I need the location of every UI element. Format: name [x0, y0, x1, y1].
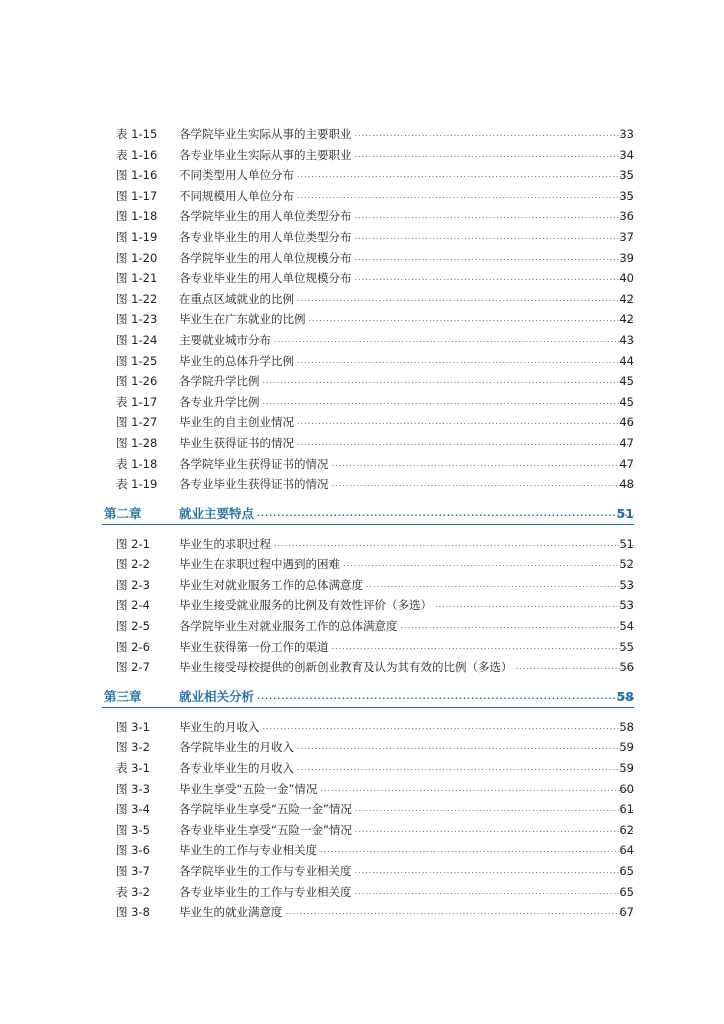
entry-title — [179, 554, 634, 575]
entry-title — [179, 145, 634, 166]
entry-title-text: 各专业毕业生实际从事的主要职业 — [179, 147, 352, 162]
dot-leader — [355, 227, 635, 248]
toc-entry[interactable] — [0, 737, 724, 758]
dot-leader — [332, 637, 635, 658]
entry-title — [179, 840, 634, 861]
entry-label: 图 3-8 — [116, 905, 150, 920]
entry-title-text: 不同规模用人单位分布 — [179, 188, 294, 203]
entry-label: 图 1-25 — [116, 353, 158, 368]
entry-page-number: 34 — [619, 147, 634, 162]
toc-entry[interactable] — [0, 145, 724, 166]
toc-entry[interactable] — [0, 227, 724, 248]
entry-title — [179, 717, 634, 738]
entry-title — [179, 206, 634, 227]
toc-entry[interactable] — [0, 474, 724, 495]
dot-leader — [297, 351, 634, 372]
entry-title-text: 各学院毕业生的用人单位规模分布 — [179, 250, 352, 265]
entry-title-text: 毕业生的工作与专业相关度 — [179, 843, 317, 858]
chapter-title — [179, 503, 634, 524]
entry-title-text: 毕业生对就业服务工作的总体满意度 — [179, 577, 363, 592]
entry-page-number: 58 — [619, 719, 634, 734]
toc-entry[interactable] — [0, 861, 724, 882]
dot-leader — [274, 330, 634, 351]
entry-page-number: 33 — [619, 127, 634, 141]
entry-title-text: 各专业毕业生享受“五险一金”情况 — [179, 822, 352, 837]
entry-label: 图 3-5 — [116, 822, 150, 837]
entry-title-text: 毕业生获得证书的情况 — [179, 435, 294, 450]
chapter-page-number: 51 — [616, 505, 634, 521]
entry-title — [179, 124, 634, 145]
entry-label: 表 1-17 — [116, 394, 158, 409]
entry-label: 图 3-2 — [116, 740, 150, 755]
entry-page-number: 44 — [619, 353, 634, 368]
entry-title-text: 各学院毕业生的用人单位类型分布 — [179, 209, 352, 224]
toc-entry[interactable] — [0, 454, 724, 475]
entry-label: 表 3-1 — [116, 761, 150, 776]
entry-title — [179, 737, 634, 758]
entry-title-text: 主要就业城市分布 — [179, 332, 271, 347]
entry-title — [179, 309, 634, 330]
entry-title — [179, 902, 634, 923]
entry-title-text: 不同类型用人单位分布 — [179, 168, 294, 183]
dot-leader — [286, 902, 635, 923]
dot-leader — [332, 474, 635, 495]
toc-entry[interactable] — [0, 289, 724, 310]
chapter-label: 第三章 — [104, 688, 142, 704]
dot-leader — [297, 165, 634, 186]
entry-title-text: 各专业毕业生的用人单位类型分布 — [179, 229, 352, 244]
entry-page-number: 47 — [619, 456, 634, 471]
entry-title-text: 毕业生获得第一份工作的渠道 — [179, 639, 329, 654]
entry-title — [179, 595, 634, 616]
toc-entry[interactable] — [0, 124, 724, 145]
entry-title — [179, 820, 634, 841]
dot-leader — [355, 820, 634, 841]
toc-entry[interactable] — [0, 392, 724, 413]
toc-entry[interactable] — [0, 840, 724, 861]
dot-leader — [257, 686, 634, 707]
entry-page-number: 67 — [619, 905, 634, 920]
entry-page-number: 62 — [619, 822, 634, 837]
dot-leader — [297, 433, 634, 454]
entry-page-number: 48 — [619, 477, 634, 492]
entry-title-text: 毕业生在广东就业的比例 — [179, 312, 306, 327]
toc-entry[interactable] — [0, 433, 724, 454]
entry-title-text: 毕业生的总体升学比例 — [179, 353, 294, 368]
dot-leader — [516, 657, 635, 678]
entry-title — [179, 186, 634, 207]
toc-entry[interactable] — [0, 330, 724, 351]
toc-entry[interactable] — [0, 575, 724, 596]
dot-leader — [355, 206, 635, 227]
entry-page-number: 56 — [619, 660, 634, 675]
toc-entry[interactable] — [0, 657, 724, 678]
entry-page-number: 37 — [619, 229, 634, 244]
entry-title — [179, 616, 634, 637]
entry-title — [179, 351, 634, 372]
entry-title — [179, 454, 634, 475]
entry-title — [179, 227, 634, 248]
entry-title-text: 各学院毕业生对就业服务工作的总体满意度 — [179, 619, 398, 634]
dot-leader — [366, 575, 634, 596]
entry-label: 图 3-6 — [116, 843, 150, 858]
dot-leader — [309, 309, 635, 330]
dot-leader — [435, 595, 634, 616]
entry-page-number: 42 — [619, 312, 634, 327]
toc-entry[interactable] — [0, 412, 724, 433]
entry-title — [179, 534, 634, 555]
entry-label: 图 2-5 — [116, 619, 150, 634]
chapter-underline — [102, 707, 634, 708]
entry-page-number: 35 — [619, 188, 634, 203]
entry-page-number: 60 — [619, 781, 634, 796]
dot-leader — [355, 799, 634, 820]
entry-title-text: 各学院毕业生享受“五险一金”情况 — [179, 802, 352, 817]
dot-leader — [297, 289, 634, 310]
entry-title — [179, 657, 634, 678]
toc-chapter-3[interactable] — [0, 686, 724, 707]
entry-page-number: 61 — [619, 802, 634, 817]
entry-title — [179, 575, 634, 596]
toc-entry[interactable] — [0, 165, 724, 186]
entry-title — [179, 637, 634, 658]
entry-title-text: 各专业毕业生获得证书的情况 — [179, 477, 329, 492]
entry-label: 表 1-18 — [116, 456, 158, 471]
toc-entry[interactable] — [0, 248, 724, 269]
entry-title — [179, 165, 634, 186]
toc-entry[interactable] — [0, 351, 724, 372]
entry-title-text: 毕业生的月收入 — [179, 719, 260, 734]
chapter-title-text: 就业主要特点 — [179, 505, 255, 521]
entry-title — [179, 474, 634, 495]
entry-page-number: 40 — [619, 271, 634, 286]
entry-label: 图 1-22 — [116, 291, 158, 306]
chapter-label: 第二章 — [104, 505, 142, 521]
toc-entry[interactable] — [0, 637, 724, 658]
dot-leader — [263, 717, 635, 738]
table-of-contents — [0, 124, 724, 923]
dot-leader — [355, 882, 635, 903]
entry-label: 图 2-1 — [116, 536, 150, 551]
entry-title-text: 各学院毕业生的月收入 — [179, 740, 294, 755]
entry-title-text: 毕业生的自主创业情况 — [179, 415, 294, 430]
entry-label: 图 2-2 — [116, 557, 150, 572]
toc-entry[interactable] — [0, 882, 724, 903]
entry-label: 图 1-28 — [116, 435, 158, 450]
entry-title-text: 毕业生的求职过程 — [179, 536, 271, 551]
toc-entry[interactable] — [0, 371, 724, 392]
dot-leader — [297, 412, 634, 433]
dot-leader — [332, 454, 635, 475]
entry-page-number: 45 — [619, 394, 634, 409]
entry-label: 图 1-24 — [116, 332, 158, 347]
toc-entry[interactable] — [0, 268, 724, 289]
entry-title — [179, 861, 634, 882]
entry-title — [179, 392, 634, 413]
entry-page-number: 47 — [619, 435, 634, 450]
entry-label: 图 1-19 — [116, 229, 158, 244]
toc-entry[interactable] — [0, 758, 724, 779]
entry-title-text: 各专业毕业生的月收入 — [179, 761, 294, 776]
entry-title — [179, 371, 634, 392]
toc-entry[interactable] — [0, 717, 724, 738]
chapter-title-text: 就业相关分析 — [179, 688, 255, 704]
entry-label: 图 2-6 — [116, 639, 150, 654]
entry-title — [179, 330, 634, 351]
dot-leader — [297, 737, 634, 758]
entry-label: 图 1-26 — [116, 374, 158, 389]
entry-title — [179, 289, 634, 310]
entry-page-number: 65 — [619, 884, 634, 899]
entry-page-number: 51 — [619, 536, 634, 551]
toc-entry[interactable] — [0, 779, 724, 800]
entry-label: 图 2-4 — [116, 598, 150, 613]
entry-title — [179, 248, 634, 269]
toc-entry[interactable] — [0, 616, 724, 637]
entry-page-number: 36 — [619, 209, 634, 224]
entry-title-text: 各学院毕业生实际从事的主要职业 — [179, 127, 352, 141]
entry-title — [179, 758, 634, 779]
entry-page-number: 46 — [619, 415, 634, 430]
entry-title-text: 毕业生在求职过程中遇到的困难 — [179, 557, 340, 572]
toc-section-1 — [0, 124, 724, 495]
entry-title-text: 各学院升学比例 — [179, 374, 260, 389]
entry-title-text: 在重点区域就业的比例 — [179, 291, 294, 306]
dot-leader — [401, 616, 635, 637]
toc-entry[interactable] — [0, 186, 724, 207]
entry-label: 图 3-3 — [116, 781, 150, 796]
toc-entry[interactable] — [0, 309, 724, 330]
entry-title-text: 各学院毕业生的工作与专业相关度 — [179, 864, 352, 878]
dot-leader — [320, 840, 634, 861]
dot-leader — [263, 371, 635, 392]
dot-leader — [263, 392, 635, 413]
entry-page-number: 35 — [619, 168, 634, 183]
entry-title — [179, 412, 634, 433]
entry-page-number: 54 — [619, 619, 634, 634]
entry-title — [179, 882, 634, 903]
entry-label: 图 1-18 — [116, 209, 158, 224]
entry-label: 图 1-27 — [116, 415, 158, 430]
toc-chapter-2[interactable] — [0, 503, 724, 524]
entry-page-number: 45 — [619, 374, 634, 389]
entry-label: 图 3-7 — [116, 864, 150, 878]
entry-page-number: 55 — [619, 639, 634, 654]
toc-section-2 — [0, 534, 724, 678]
toc-section-3 — [0, 717, 724, 923]
toc-entry[interactable] — [0, 206, 724, 227]
entry-label: 图 1-21 — [116, 271, 158, 286]
entry-title — [179, 268, 634, 289]
entry-label: 图 1-16 — [116, 168, 158, 183]
toc-entry[interactable] — [0, 820, 724, 841]
entry-title-text: 毕业生接受母校提供的创新创业教育及认为其有效的比例（多选） — [179, 660, 513, 675]
entry-page-number: 53 — [619, 598, 634, 613]
toc-entry[interactable] — [0, 595, 724, 616]
entry-title-text: 各专业毕业生的工作与专业相关度 — [179, 884, 352, 899]
dot-leader — [355, 861, 635, 882]
entry-page-number: 53 — [619, 577, 634, 592]
entry-label: 图 2-3 — [116, 577, 150, 592]
entry-page-number: 59 — [619, 740, 634, 755]
entry-label: 表 1-16 — [116, 147, 158, 162]
entry-page-number: 43 — [619, 332, 634, 347]
dot-leader — [355, 124, 635, 145]
entry-label: 图 1-20 — [116, 250, 158, 265]
entry-title — [179, 799, 634, 820]
entry-label: 表 1-15 — [116, 127, 158, 141]
dot-leader — [257, 503, 634, 524]
entry-page-number: 64 — [619, 843, 634, 858]
entry-page-number: 42 — [619, 291, 634, 306]
entry-label: 图 1-17 — [116, 188, 158, 203]
dot-leader — [355, 145, 635, 166]
entry-title-text: 各专业升学比例 — [179, 394, 260, 409]
entry-label: 表 1-19 — [116, 477, 158, 492]
entry-title-text: 各学院毕业生获得证书的情况 — [179, 456, 329, 471]
entry-label: 图 1-23 — [116, 312, 158, 327]
dot-leader — [355, 248, 635, 269]
entry-title-text: 毕业生的就业满意度 — [179, 905, 283, 920]
chapter-underline — [102, 524, 634, 525]
chapter-title — [179, 686, 634, 707]
toc-entry[interactable] — [0, 534, 724, 555]
dot-leader — [297, 758, 634, 779]
entry-label: 表 3-2 — [116, 884, 150, 899]
entry-label: 图 2-7 — [116, 660, 150, 675]
entry-page-number: 59 — [619, 761, 634, 776]
entry-title — [179, 433, 634, 454]
toc-entry[interactable] — [0, 902, 724, 923]
dot-leader — [343, 554, 634, 575]
entry-title-text: 毕业生享受“五险一金”情况 — [179, 781, 318, 796]
entry-page-number: 39 — [619, 250, 634, 265]
entry-title-text: 毕业生接受就业服务的比例及有效性评价（多选） — [179, 598, 432, 613]
dot-leader — [297, 186, 634, 207]
entry-page-number: 52 — [619, 557, 634, 572]
toc-entry[interactable] — [0, 554, 724, 575]
entry-title — [179, 779, 634, 800]
dot-leader — [320, 779, 634, 800]
entry-label: 图 3-1 — [116, 719, 150, 734]
chapter-page-number: 58 — [616, 688, 634, 704]
entry-page-number: 65 — [619, 864, 634, 878]
toc-entry[interactable] — [0, 799, 724, 820]
dot-leader — [274, 534, 634, 555]
entry-title-text: 各专业毕业生的用人单位规模分布 — [179, 271, 352, 286]
entry-label: 图 3-4 — [116, 802, 150, 817]
dot-leader — [355, 268, 635, 289]
